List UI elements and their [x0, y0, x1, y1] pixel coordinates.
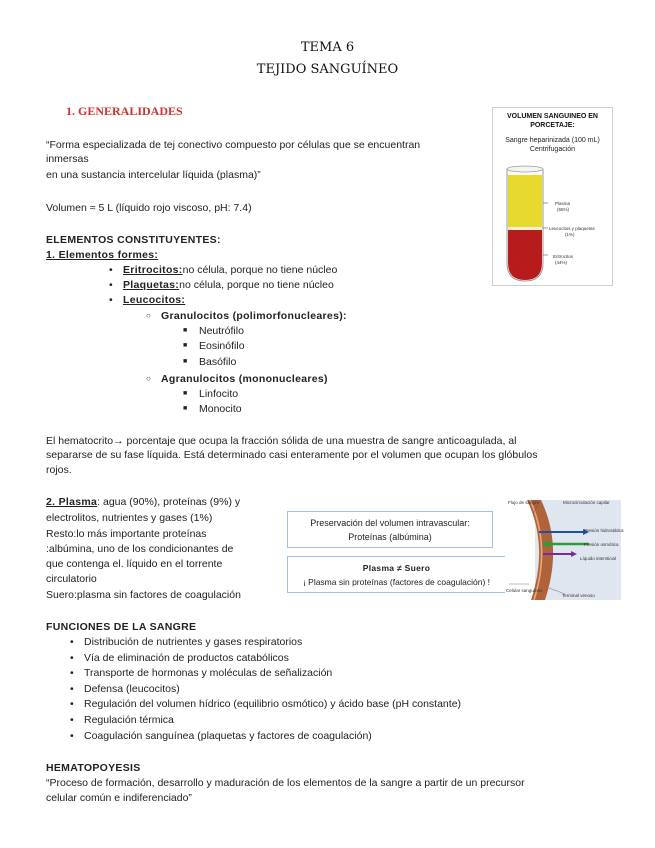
- hematocrito-paragraph: [46, 434, 610, 449]
- plasma-line-1: [46, 496, 240, 508]
- section-heading-generalidades: 1. GENERALIDADES: [66, 104, 183, 118]
- list-item-leucocitos: [123, 294, 185, 306]
- volume-preservation-sub: Proteínas (albúmina): [348, 532, 432, 542]
- desc-eritrocitos: no célula, porque no tiene núcleo: [182, 264, 338, 276]
- definition-line-2: inmersas: [46, 153, 89, 165]
- definition-line-3: en una sustancia intercelular líquida (plasma)”: [46, 169, 261, 181]
- leuco-label: Leucocitos y plaquetas: [549, 226, 595, 231]
- plasma-serum-box: [287, 556, 506, 593]
- label-flujo-sangre: Flujo de sangre: [508, 500, 540, 505]
- list-item-eritrocitos: [123, 264, 337, 276]
- list-item-agranulocitos: ○ Agranulocitos (mononucleares): [161, 373, 328, 385]
- hematopoyesis-heading: HEMATOPOYESIS: [46, 762, 141, 774]
- term-leucocitos: Leucocitos:: [123, 294, 186, 306]
- list-item-linfocito: ■ Linfocito: [199, 388, 238, 400]
- test-tube-icon: [503, 163, 548, 285]
- plasma-line-7: Suero:plasma sin factores de coagulación: [46, 589, 241, 601]
- page-subtitle: TEJIDO SANGUÍNEO: [256, 62, 399, 77]
- buffy-coat-layer: [508, 227, 542, 230]
- eritro-label: Eritrocitos: [553, 254, 574, 259]
- plasma-label: Plasma: [555, 201, 571, 206]
- erythrocyte-layer: [508, 230, 542, 280]
- figure-title-2: PORCETAJE:: [530, 122, 575, 129]
- blood-volume-figure: [492, 107, 613, 286]
- funcion-item: • Coagulación sanguínea (plaquetas y factores de coagulación): [84, 730, 372, 742]
- funciones-heading: FUNCIONES DE LA SANGRE: [46, 621, 197, 633]
- plasma-heading: 2. Plasma: [46, 496, 98, 508]
- page-title: TEMA 6: [300, 40, 355, 55]
- list-item-monocito: ■ Monocito: [199, 403, 242, 415]
- volumen-text: Volumen ≈ 5 L (líquido rojo viscoso, pH: 7.4): [46, 202, 252, 214]
- figure-title-1: VOLUMEN SANGUINEO EN: [506, 113, 598, 120]
- plasma-serum-title: Plasma ≠ Suero: [362, 563, 431, 573]
- hematopoyesis-line-2: celular común e indiferenciado”: [46, 792, 192, 804]
- definition-line-1: “Forma especializada de tej conectivo compuesto por células que se encuentran: [46, 139, 421, 151]
- eritro-pct: (44%): [555, 260, 568, 265]
- funcion-item: • Distribución de nutrientes y gases respiratorios: [84, 636, 302, 648]
- elementos-formes-heading: 1. Elementos formes:: [46, 249, 159, 261]
- plasma-composition: : agua (90%), proteínas (9%) y: [97, 496, 241, 508]
- list-item-neutrofilo: ■ Neutrófilo: [199, 325, 244, 337]
- list-item-basofilo: ■ Basófilo: [199, 356, 236, 368]
- label-terminal-venoso: Terminal venoso: [562, 593, 595, 598]
- figure-sub-1: Sangre heparinizada (100 mL): [505, 137, 600, 144]
- list-item-eosinofilo: ■ Eosinófilo: [199, 340, 245, 352]
- hematocrito-line-1: El hematocrito→ porcentaje que ocupa la fracción sólida de una muestra de sangre anticoagulada, al: [46, 435, 517, 447]
- label-liquido-intersticial: Líquido intersticial: [580, 556, 617, 561]
- label-presion-osmotica: Presión osmótica: [584, 542, 619, 547]
- funcion-item: • Defensa (leucocitos): [84, 683, 180, 695]
- leuco-pct: (1%): [565, 232, 575, 237]
- funcion-item: • Vía de eliminación de productos catabólicos: [84, 652, 289, 664]
- label-presion-hidrostatica: Presión hidrostática: [584, 528, 624, 533]
- volume-preservation-title: Preservación del volumen intravascular:: [310, 518, 470, 528]
- hematocrito-line-2: separarse de su fase líquida. Está determinado casi enteramente por el volumen que ocupan los glóbulos: [46, 449, 538, 461]
- funcion-item: • Regulación del volumen hídrico (equilibrio osmótico) y ácido base (pH constante): [84, 698, 461, 710]
- figure-sub-2: Centrifugación: [529, 146, 576, 153]
- plasma-line-6: circulatorio: [46, 573, 97, 585]
- label-microcirculacion: Microcirculación capilar: [563, 500, 610, 505]
- hematocrito-line-3: rojos.: [46, 464, 72, 476]
- hematopoyesis-line-1: “Proceso de formación, desarrollo y maduración de los elementos de la sangre a partir de un precursor: [46, 777, 525, 789]
- funcion-item: • Transporte de hormonas y moléculas de señalización: [84, 667, 332, 679]
- term-plaquetas: Plaquetas:: [123, 279, 180, 291]
- plasma-serum-note: ¡ Plasma sin proteínas (factores de coagulación) !: [302, 577, 491, 587]
- label-celular-sanguineo: Celular sanguíneo: [506, 588, 543, 593]
- plasma-line-2: electrolitos, nutrientes y gases (1%): [46, 512, 213, 524]
- elementos-heading: ELEMENTOS CONSTITUYENTES:: [46, 234, 221, 246]
- list-item-plaquetas: [123, 279, 334, 291]
- plasma-layer: [508, 175, 542, 227]
- plasma-line-3: Resto:lo más importante proteínas: [46, 528, 207, 540]
- plasma-line-4: :albúmina, uno de los condicionantes de: [46, 543, 234, 555]
- volume-preservation-box: [287, 511, 493, 548]
- funcion-item: • Regulación térmica: [84, 714, 174, 726]
- plasma-line-5: que contenga el. líquido en el torrente: [46, 558, 223, 570]
- plasma-pct: (55%): [557, 207, 570, 212]
- list-item-granulocitos: ○ Granulocitos (polimorfonucleares):: [161, 310, 347, 322]
- term-eritrocitos: Eritrocitos:: [123, 264, 183, 276]
- desc-plaquetas: no célula, porque no tiene núcleo: [179, 279, 334, 291]
